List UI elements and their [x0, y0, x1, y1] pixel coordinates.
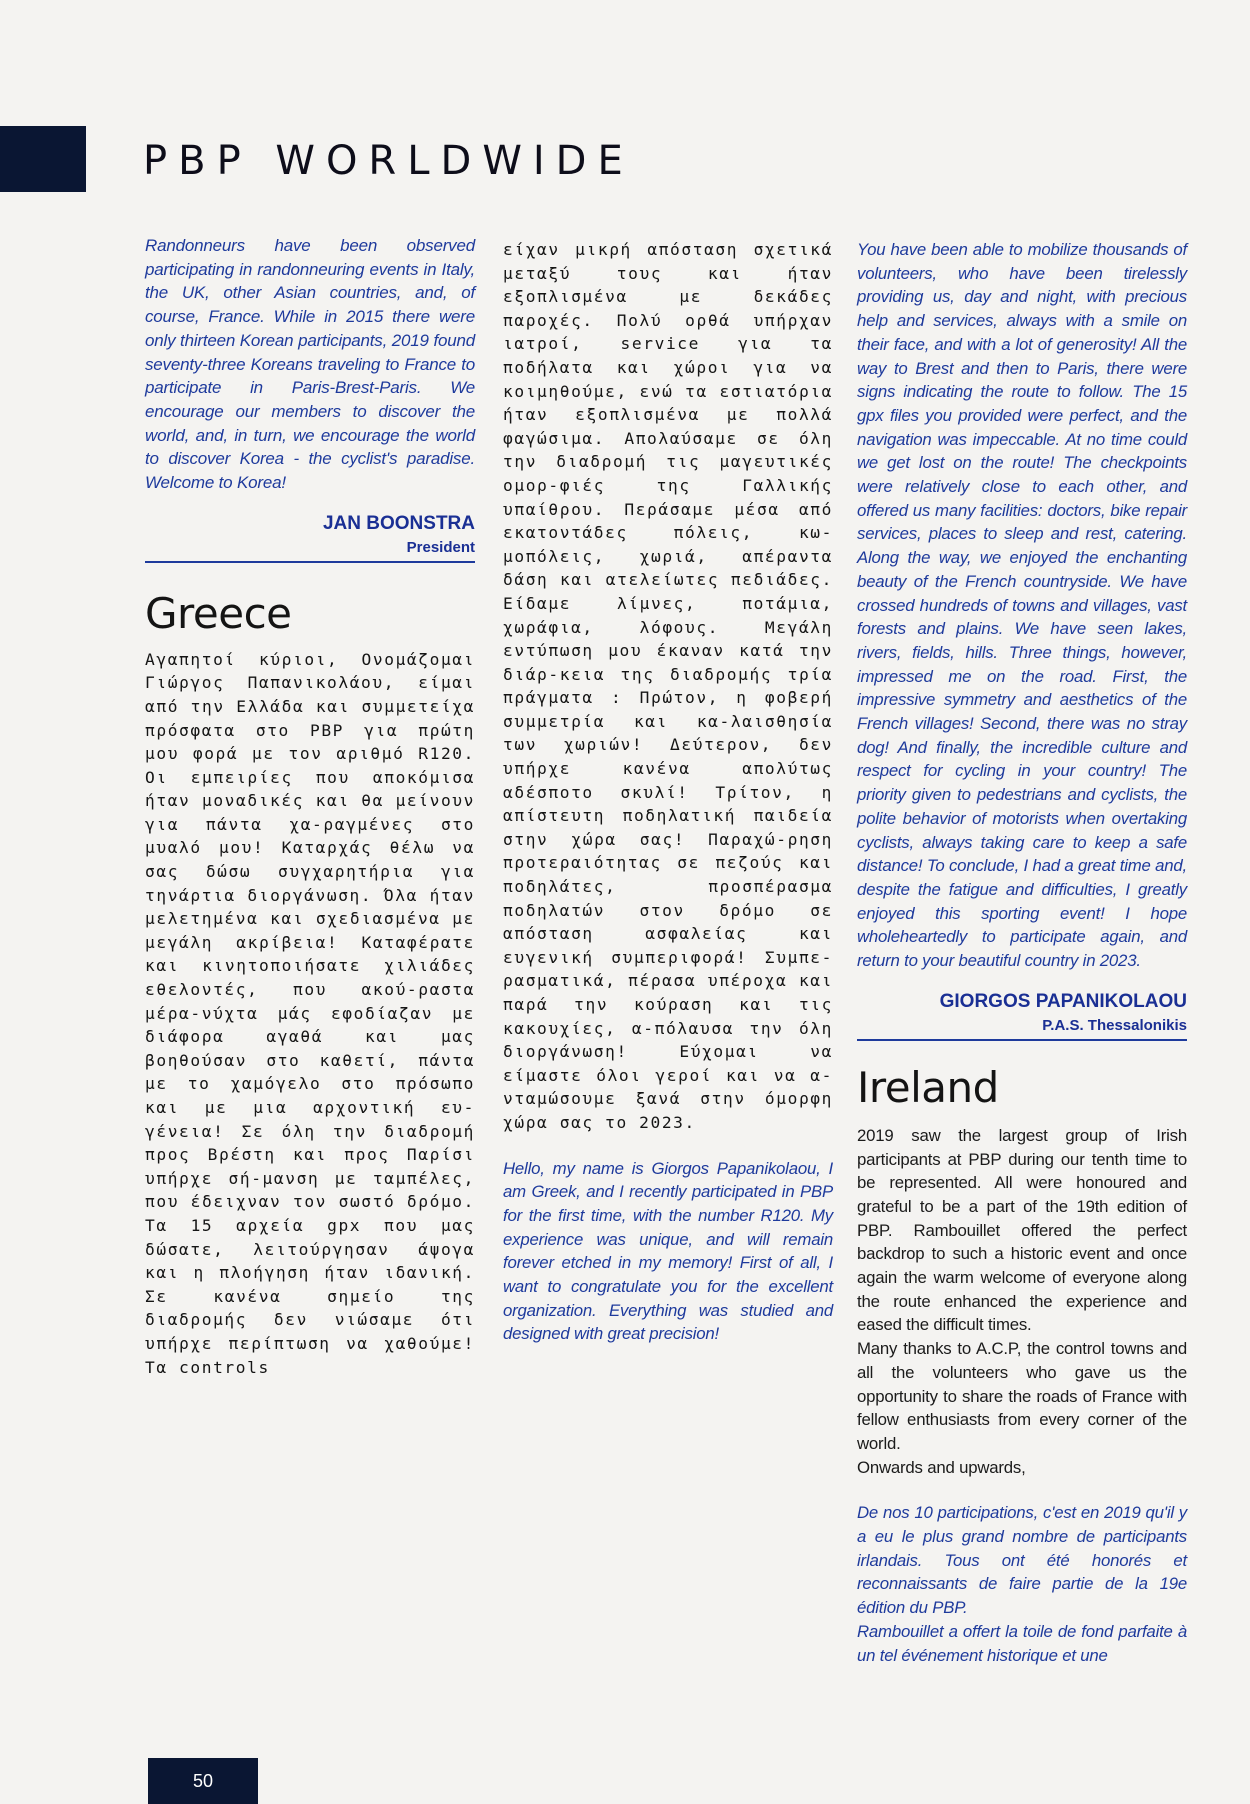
ireland-french-paragraph: De nos 10 participations, c'est en 2019 qu'il y a eu le plus grand nombre de participants irlandais. Tous ont été honorés et reconnaissants de faire partie de la 19e édition du PBP. — [857, 1503, 1187, 1618]
signature-name: JAN BOONSTRA — [322, 512, 475, 534]
greece-heading: Greece — [145, 588, 292, 638]
greece-english-text-part1: Hello, my name is Giorgos Papanikolaou, I am Greek, and I recently participated in PBP for the first time, with the number R120. My experience was unique, and will remain forever etched in my memory! First of all, I want to congratulate you for the excellent organization. Everything was studied and designed with great precision! — [503, 1158, 833, 1344]
korea-signature — [145, 513, 475, 563]
signature-role: President — [406, 538, 475, 556]
column-2 — [503, 238, 833, 1346]
greece-english-text-part2: You have been able to mobilize thousands of volunteers, who have been tirelessly providing us, day and night, with precious help and services, always with a smile on their face, and with a lot of generosity! All the way to Brest and then to Paris, there were signs indicating the route to follow. The 15 gpx files you provided were perfect, and the navigation was impeccable. At no time could we get lost on the route! The checkpoints were relatively close to each other, and offered us many facilities: doctors, bike repair services, places to sleep and rest, catering. Along the way, we enjoyed the enchanting beauty of the French countryside. We have crossed hundreds of towns and villages, vast forests and plains. We have seen lakes, rivers, fields, hills. Three things, however, impressed me on the road. First, the impressive symmetry and aesthetics of the French villages! Second, there was no stray dog! And finally, the incredible culture and respect for cycling in your country! The priority given to pedestrians and cyclists, the polite behavior of motorists when overtaking cyclists, always taking care to keep a safe distance! To conclude, I had a great time and, despite the fatigue and difficulties, I greatly enjoyed this sporting event! I hope wholeheartedly to participate again, and return to your beautiful country in 2023. — [857, 240, 1187, 971]
ireland-paragraph: Onwards and upwards, — [857, 1457, 1026, 1477]
page-number: 50 — [192, 1771, 214, 1791]
ireland-paragraph: 2019 saw the largest group of Irish participants at PBP during our tenth time to be represented. All were honoured and grateful to be a part of the 19th edition of PBP. Rambouillet offered the perfect backdrop to such a historic event and once again the warm welcome of everyone along the route enhanced the experience and eased the difficult times. — [857, 1125, 1187, 1335]
signature-role: P.A.S. Thessalonikis — [1042, 1016, 1187, 1034]
ireland-paragraph: Many thanks to A.C.P, the control towns and all the volunteers who gave us the opportunity to share the roads of France with fellow enthusiasts from every corner of the world. — [857, 1339, 1187, 1453]
section-tab-marker — [0, 126, 86, 192]
column-3 — [857, 238, 1187, 1667]
greece-signature — [857, 991, 1187, 1041]
section-title: PBP WORLDWIDE — [143, 138, 634, 184]
ireland-french-paragraph: Rambouillet a offert la toile de fond parfaite à un tel événement historique et une — [857, 1621, 1187, 1665]
signature-name: GIORGOS PAPANIKOLAOU — [939, 990, 1187, 1012]
column-1 — [145, 234, 475, 1379]
greece-greek-text-part1: Αγαπητοί κύριοι, Ονομάζομαι Γιώργος Παπανικολάου, είμαι από την Ελλάδα και συμμετείχα πρόσφατα στο PBP για πρώτη μου φορά με τον αριθμό R120. Οι εμπειρίες που αποκόμισα ήταν μοναδικές και θα μείνουν για πάντα χα-ραγμένες στο μυαλό μου! Καταρχάς θέλω να σας δώσω συγχαρητήρια για τηνάρτια διοργάνωση. Όλα ήταν μελετημένα και σχεδιασμένα με μεγάλη ακρίβεια! Καταφέρατε και κινητοποιήσατε χιλιάδες εθελοντές, που ακού-ραστα μέρα-νύχτα μάς εφοδίαζαν με διάφορα αγαθά και μας βοηθούσαν στο καθετί, πάντα με το χαμόγελο στο πρόσωπο και με μια αρχοντική ευ-γένεια! Σε όλη την διαδρομή προς Βρέστη και προς Παρίσι υπήρχε σή-μανση με ταμπέλες, που έδειχναν τον σωστό δρόμο. Τα 15 αρχεία gpx που μας δώσατε, λειτούργησαν άψογα και η πλοήγηση ήταν ιδανική. Σε κανένα σημείο της διαδρομής δεν νιώσαμε ότι υπήρχε περίπτωση να χαθούμε! Τα controls — [145, 649, 475, 1377]
greece-greek-text-part2: είχαν μικρή απόσταση σχετικά μεταξύ τους και ήταν εξοπλισμένα με δεκάδες παροχές. Πολύ ορθά υπήρχαν ιατροί, service για τα ποδήλατα και χώροι για να κοιμηθούμε, ενώ τα εστιατόρια ήταν εξοπλισμένα με πολλά φαγώσιμα. Απολαύσαμε σε όλη την διαδρομή τις μαγευτικές ομορ-φιές της Γαλλικής υπαίθρου. Περάσαμε μέσα από εκατοντάδες πόλεις, κω-μοπόλεις, χωριά, απέραντα δάση και ατελείωτες πεδιάδες. Είδαμε λίμνες, ποτάμια, χωράφια, λόφους. Μεγάλη εντύπωση μου έκαναν κατά την διάρ-κεια της διαδρομής τρία πράγματα : Πρώτον, η φοβερή συμμετρία και κα-λαισθησία των χωριών! Δεύτερον, δεν υπήρχε κανένα απολύτως αδέσποτο σκυλί! Τρίτον, η απίστευτη ποδηλατική παιδεία στην χώρα σας! Παραχώ-ρηση προτεραιότητας σε πεζούς και ποδηλάτες, προσπέρασμα ποδηλατών στον δρόμο σε απόσταση ασφαλείας και ευγενική συμπεριφορά! Συμπε-ρασματικά, πέρασα υπέροχα και παρά την κούραση και τις κακουχίες, α-πόλαυσα την όλη διοργάνωση! Εύχομαι να είμαστε όλοι γεροί και να α-νταμώσουμε ξανά στην όμορφη χώρα σας το 2023. — [503, 240, 833, 1132]
korea-intro: Randonneurs have been observed participating in randonneuring events in Italy, the UK, other Asian countries, and, of course, France. While in 2015 there were only thirteen Korean participants, 2019 found seventy-three Koreans traveling to France to participate in Paris-Brest-Paris. We encourage our members to discover the world, and, in turn, we encourage the world to discover Korea - the cyclist's paradise. Welcome to Korea! — [145, 236, 475, 493]
ireland-heading: Ireland — [857, 1062, 999, 1112]
